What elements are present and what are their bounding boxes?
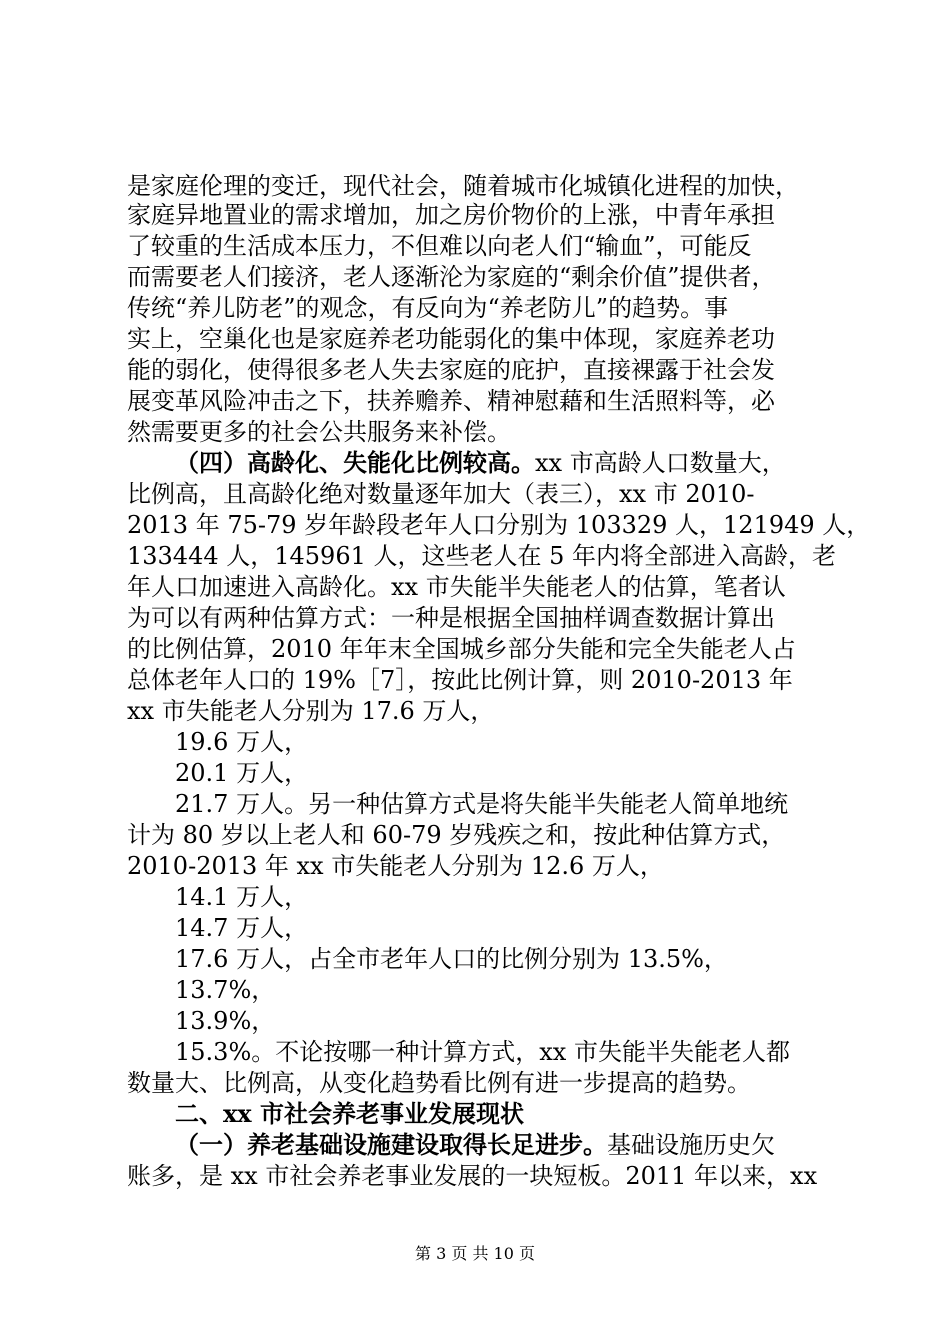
text-line: 传统“养儿防老”的观念，有反向为“养老防儿”的趋势。事 xyxy=(127,294,729,322)
text-line: xx 市失能老人分别为 17.6 万人， xyxy=(127,697,495,725)
text-line: 数量大、比例高，从变化趋势看比例有进一步提高的趋势。 xyxy=(127,1069,751,1097)
text-line: 展变革风险冲击之下，扶养赡养、精神慰藉和生活照料等，必 xyxy=(127,387,775,415)
text-line: 19.6 万人， xyxy=(175,728,309,756)
text-line: 2013 年 75-79 岁年龄段老年人口分别为 103329 人，121949 人， xyxy=(127,511,871,539)
text-line: 能的弱化，使得很多老人失去家庭的庇护，直接裸露于社会发 xyxy=(127,356,775,384)
text-line: 2010-2013 年 xx 市失能老人分别为 12.6 万人， xyxy=(127,852,664,880)
section-heading: （四）高龄化、失能化比例较高。 xyxy=(175,448,535,477)
text-line: 账多，是 xx 市社会养老事业发展的一块短板。2011 年以来，xx xyxy=(127,1162,818,1190)
text-line: 13.9%， xyxy=(175,1007,276,1035)
text-line: 总体老年人口的 19%［7］，按此比例计算，则 2010-2013 年 xyxy=(127,666,793,694)
text-line: 年人口加速进入高龄化。xx 市失能半失能老人的估算，笔者认 xyxy=(127,573,786,601)
text-line: 20.1 万人， xyxy=(175,759,309,787)
text-line: 的比例估算，2010 年年末全国城乡部分失能和完全失能老人占 xyxy=(127,635,796,663)
text-line: 133444 人，145961 人，这些老人在 5 年内将全部进入高龄，老 xyxy=(127,542,837,570)
section-heading-line xyxy=(175,449,786,477)
section-heading: （一）养老基础设施建设取得长足进步。 xyxy=(175,1130,607,1159)
text-line: 13.7%， xyxy=(175,976,276,1004)
text-line: 17.6 万人，占全市老年人口的比例分别为 13.5%， xyxy=(175,945,728,973)
text-line: 比例高，且高龄化绝对数量逐年加大（表三），xx 市 2010- xyxy=(127,480,755,508)
text-line: 实上，空巢化也是家庭养老功能弱化的集中体现，家庭养老功 xyxy=(127,325,775,353)
text-line: 14.7 万人， xyxy=(175,914,309,942)
text-line: 计为 80 岁以上老人和 60-79 岁残疾之和，按此种估算方式， xyxy=(127,821,786,849)
section-heading: 二、xx 市社会养老事业发展现状 xyxy=(175,1099,524,1128)
section-heading-line xyxy=(175,1131,775,1159)
text-line: 15.3%。不论按哪一种计算方式，xx 市失能半失能老人都 xyxy=(175,1038,790,1066)
text-line: 然需要更多的社会公共服务来补偿。 xyxy=(127,418,511,446)
text-line: 21.7 万人。另一种估算方式是将失能半失能老人简单地统 xyxy=(175,790,789,818)
text-span: xx 市高龄人口数量大， xyxy=(535,449,786,477)
text-span: 基础设施历史欠 xyxy=(607,1131,775,1159)
text-line: 家庭异地置业的需求增加，加之房价物价的上涨，中青年承担 xyxy=(127,201,775,229)
text-line: 为可以有两种估算方式：一种是根据全国抽样调查数据计算出 xyxy=(127,604,775,632)
text-line: 而需要老人们接济，老人逐渐沦为家庭的“剩余价值”提供者， xyxy=(127,263,776,291)
text-line: 14.1 万人， xyxy=(175,883,309,911)
page-footer: 第 3 页 共 10 页 xyxy=(415,1244,535,1263)
text-line: 了较重的生活成本压力，不但难以向老人们“输血”，可能反 xyxy=(127,232,752,260)
text-line: 是家庭伦理的变迁，现代社会，随着城市化城镇化进程的加快， xyxy=(127,172,799,200)
section-heading-line xyxy=(175,1100,524,1128)
